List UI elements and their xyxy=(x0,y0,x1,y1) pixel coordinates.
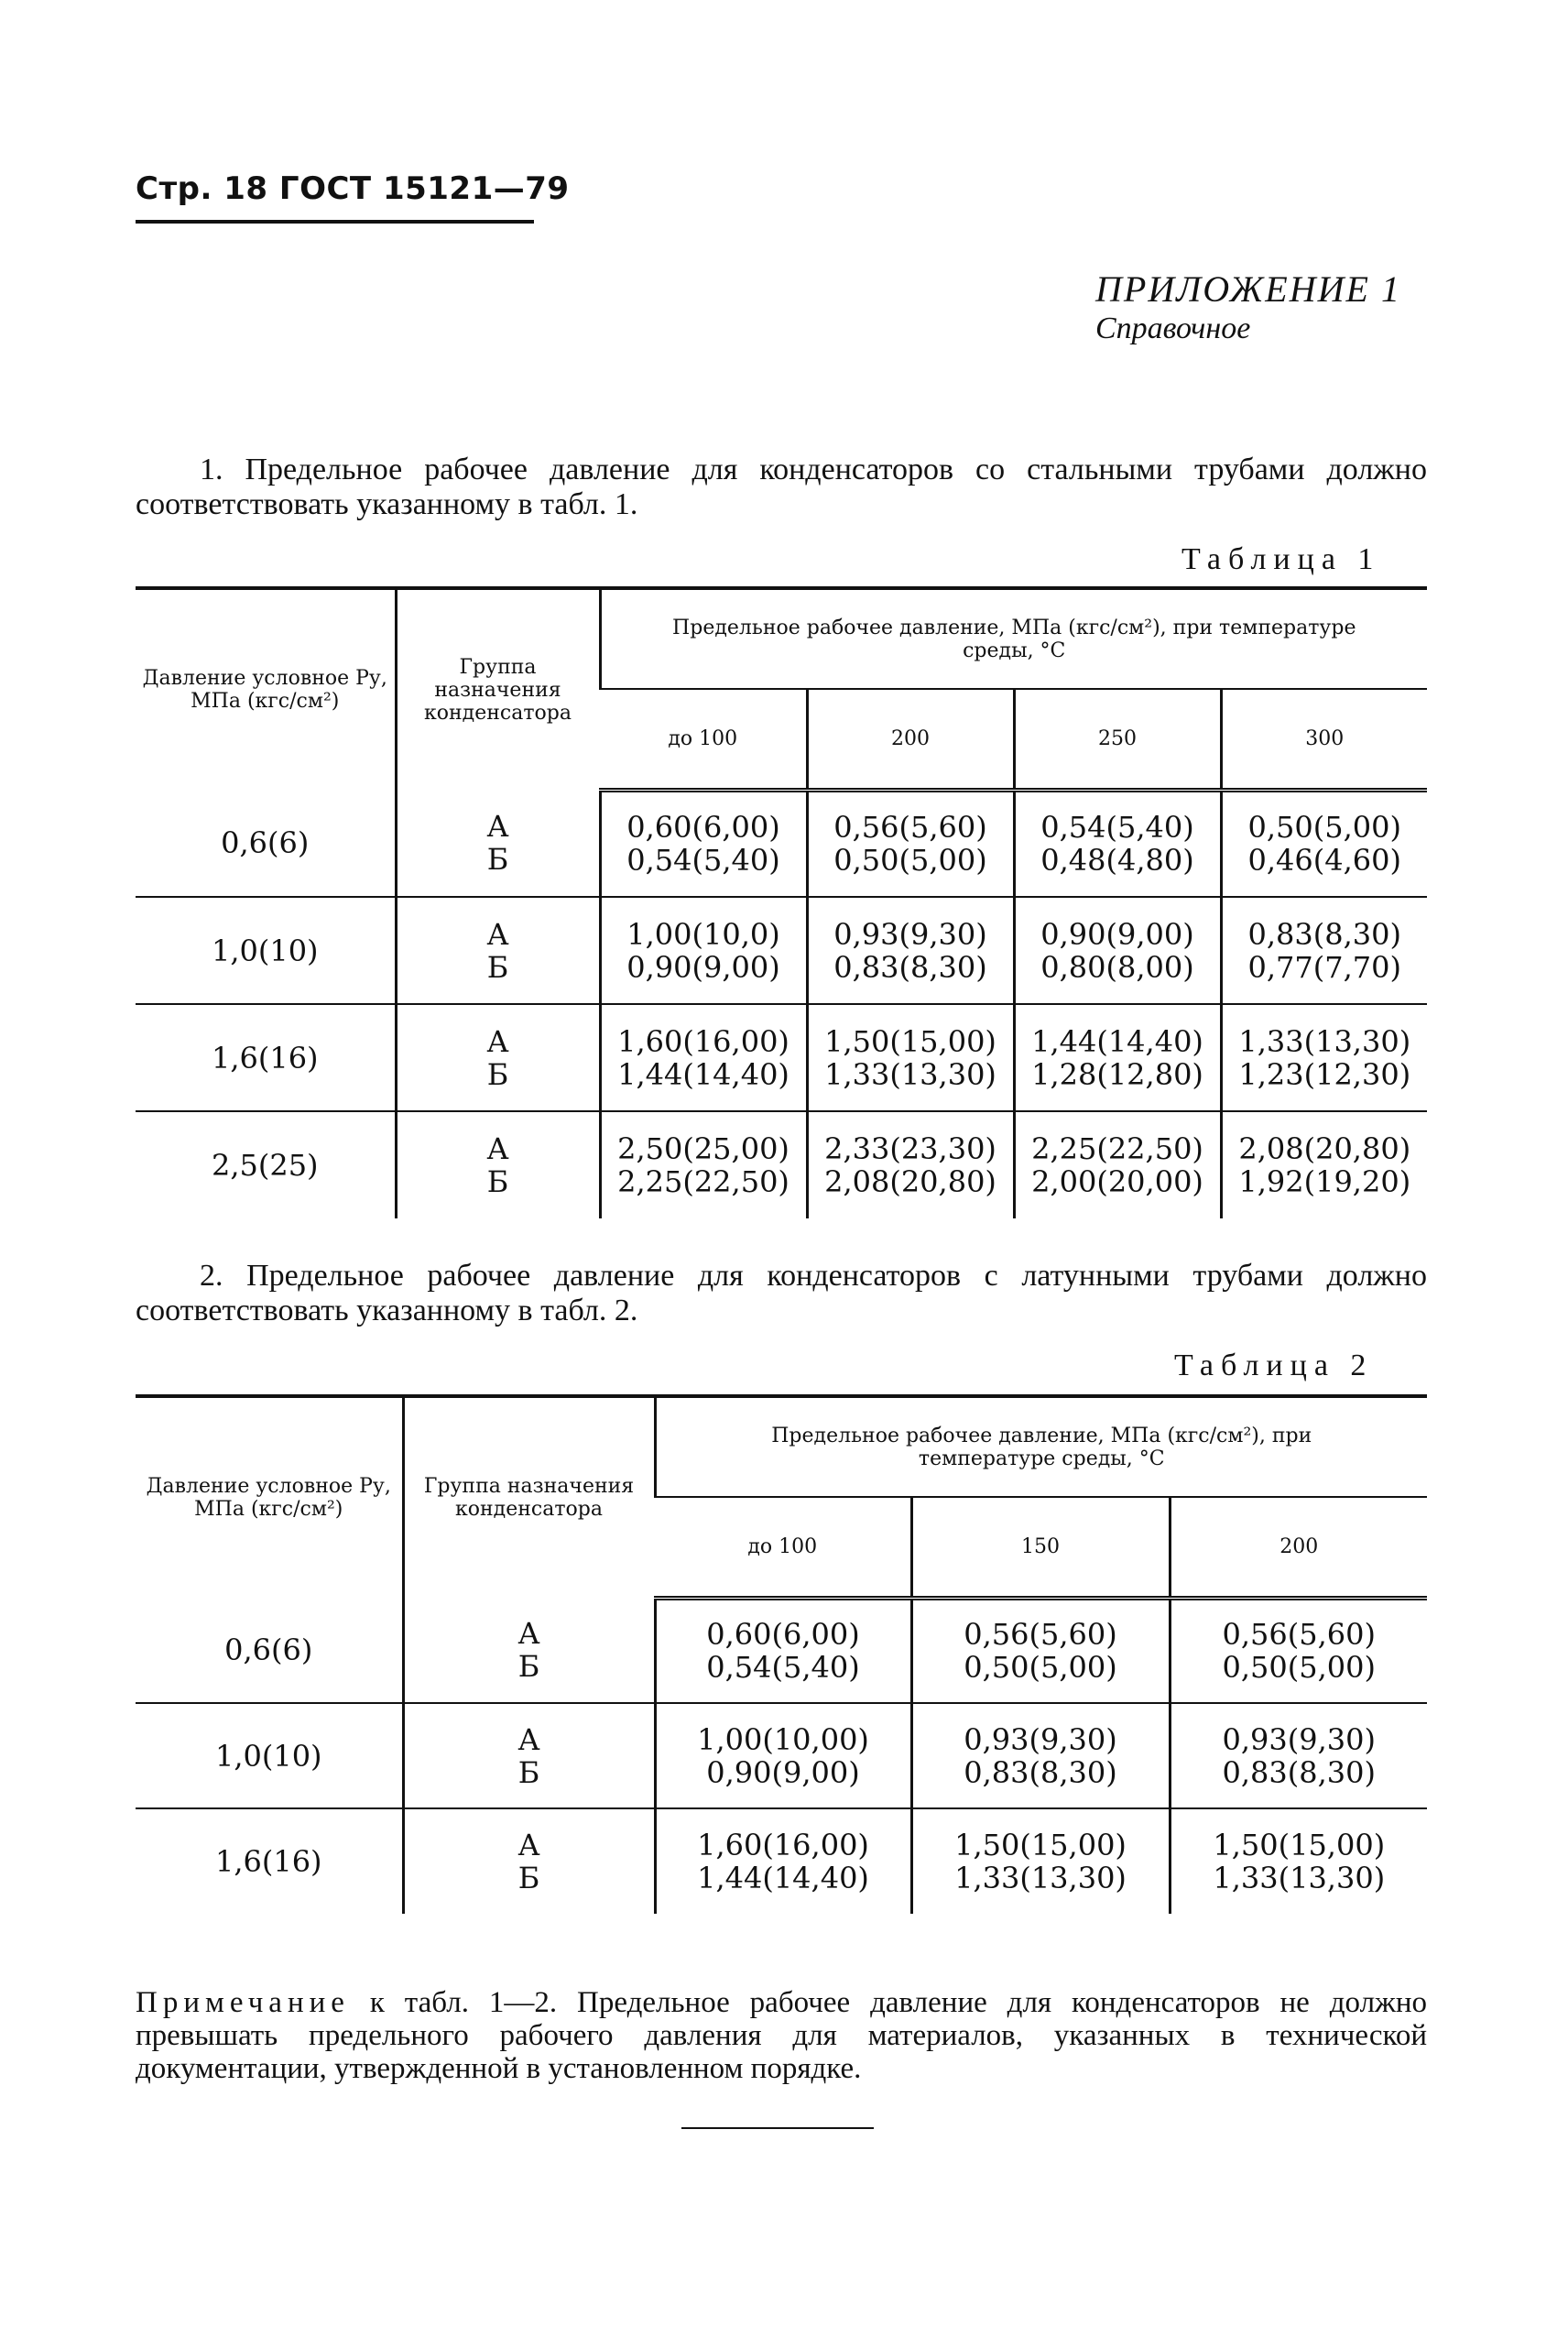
value-line: 0,50(5,00) xyxy=(833,843,987,879)
value-cell xyxy=(1014,790,1221,897)
group-cell xyxy=(403,1703,655,1808)
group-label: Б xyxy=(517,1861,540,1895)
value-cell xyxy=(807,1111,1014,1218)
page-header: Стр. 18 ГОСТ 15121—79 xyxy=(136,170,570,207)
value-line: 0,54(5,40) xyxy=(706,1650,860,1686)
group-label: Б xyxy=(486,1164,509,1199)
value-cell xyxy=(1221,1004,1427,1111)
value-line: 0,83(8,30) xyxy=(1222,1754,1376,1790)
group-label: Б xyxy=(486,842,509,877)
value-line: 1,50(15,00) xyxy=(1213,1828,1386,1862)
value-line: 2,50(25,00) xyxy=(617,1131,789,1166)
value-line: 1,33(13,30) xyxy=(824,1056,996,1092)
value-line: 1,44(14,40) xyxy=(617,1056,789,1092)
value-line: 1,00(10,0) xyxy=(626,916,780,952)
group-label: Б xyxy=(517,1649,540,1684)
value-cell xyxy=(911,1808,1170,1914)
group-label: А xyxy=(517,1616,540,1651)
value-line: 0,90(9,00) xyxy=(626,949,780,985)
value-cell xyxy=(911,1598,1170,1703)
group-cell xyxy=(403,1808,655,1914)
header-rule xyxy=(136,220,534,224)
value-line: 0,46(4,60) xyxy=(1247,843,1401,879)
note-lead: Примечание xyxy=(136,1986,350,2019)
pressure-cell: 2,5(25) xyxy=(136,1111,396,1218)
value-cell xyxy=(600,1004,807,1111)
value-line: 1,50(15,00) xyxy=(824,1023,996,1059)
value-line: 0,60(6,00) xyxy=(626,810,780,846)
table1-col-pressure: Давление условное Pу, МПа (кгс/см²) xyxy=(136,588,396,790)
pressure-cell: 0,6(6) xyxy=(221,825,310,860)
table1-col-limit: Предельное рабочее давление, МПа (кгс/см²), при температуре среды, °С xyxy=(600,588,1427,689)
paragraph-2: 2. Предельное рабочее давление для конденсаторов с латунными трубами должно соответствовать указанному в табл. 2. xyxy=(136,1259,1427,1327)
table-row xyxy=(136,1111,1427,1218)
value-cell xyxy=(911,1703,1170,1808)
table-row xyxy=(136,1703,1427,1808)
pressure-cell: 1,0(10) xyxy=(136,897,396,1004)
table1-col-group: Группа назначения конденсатора xyxy=(396,588,600,790)
value-line: 0,56(5,60) xyxy=(1222,1617,1376,1653)
value-line: 0,93(9,30) xyxy=(964,1721,1117,1757)
group-cell xyxy=(403,1598,655,1703)
value-line: 0,50(5,00) xyxy=(1222,1650,1376,1686)
value-line: 1,00(10,00) xyxy=(697,1721,869,1757)
value-cell xyxy=(807,790,1014,897)
table-row xyxy=(136,1004,1427,1111)
group-cell xyxy=(396,790,600,897)
value-line: 1,50(15,00) xyxy=(954,1828,1127,1862)
value-cell xyxy=(1221,790,1427,897)
pressure-cell: 1,0(10) xyxy=(136,1703,403,1808)
table2-caption: Таблица 2 xyxy=(1174,1349,1374,1382)
group-cell xyxy=(396,897,600,1004)
value-cell xyxy=(1170,1598,1427,1703)
pressure-cell: 1,6(16) xyxy=(136,1004,396,1111)
group-cell xyxy=(396,1111,600,1218)
value-line: 0,50(5,00) xyxy=(1247,810,1401,846)
table1-temp: до 100 xyxy=(600,689,807,790)
value-line: 0,56(5,60) xyxy=(833,810,987,846)
value-line: 2,08(20,80) xyxy=(824,1164,996,1199)
pressure-cell: 1,6(16) xyxy=(136,1808,403,1914)
value-line: 1,28(12,80) xyxy=(1031,1056,1203,1092)
value-line: 0,93(9,30) xyxy=(1222,1721,1376,1757)
value-line: 0,90(9,00) xyxy=(1040,916,1194,952)
group-label: Б xyxy=(517,1754,540,1790)
value-cell xyxy=(1221,897,1427,1004)
value-line: 1,60(16,00) xyxy=(697,1828,869,1862)
value-line: 2,25(22,50) xyxy=(1031,1131,1203,1166)
table-note xyxy=(136,1986,1427,2085)
value-cell xyxy=(600,1111,807,1218)
value-line: 1,92(19,20) xyxy=(1238,1164,1411,1199)
value-line: 0,54(5,40) xyxy=(1040,810,1194,846)
table-1 xyxy=(136,586,1427,1218)
value-line: 1,60(16,00) xyxy=(617,1023,789,1059)
table1-caption: Таблица 1 xyxy=(1181,542,1381,576)
table-row xyxy=(136,897,1427,1004)
paragraph-1: 1. Предельное рабочее давление для конденсаторов со стальными трубами должно соответствовать указанному в табл. 1. xyxy=(136,453,1427,521)
group-label: А xyxy=(517,1828,540,1862)
table2-col-group: Группа назначения конденсатора xyxy=(403,1396,655,1598)
value-line: 2,08(20,80) xyxy=(1238,1131,1411,1166)
group-label: А xyxy=(486,809,509,844)
value-line: 0,50(5,00) xyxy=(964,1650,1117,1686)
value-line: 1,23(12,30) xyxy=(1238,1056,1411,1092)
value-cell xyxy=(600,897,807,1004)
value-line: 1,33(13,30) xyxy=(954,1861,1127,1895)
appendix-subtitle: Справочное xyxy=(1095,311,1251,345)
table2-temp: 150 xyxy=(911,1497,1170,1598)
value-cell xyxy=(1170,1808,1427,1914)
table2-col-limit: Предельное рабочее давление, МПа (кгс/см²), при температуре среды, °С xyxy=(655,1396,1427,1497)
appendix-title: ПРИЛОЖЕНИЕ 1 xyxy=(1095,268,1401,310)
group-label: А xyxy=(517,1721,540,1757)
group-label: А xyxy=(486,1131,509,1166)
value-cell xyxy=(1014,1004,1221,1111)
pressure-cell: 0,6(6) xyxy=(224,1633,313,1667)
value-cell xyxy=(1170,1703,1427,1808)
value-line: 1,33(13,30) xyxy=(1238,1023,1411,1059)
group-label: А xyxy=(486,1023,509,1059)
value-line: 0,83(8,30) xyxy=(964,1754,1117,1790)
value-cell xyxy=(655,1808,911,1914)
value-line: 2,00(20,00) xyxy=(1031,1164,1203,1199)
table2-temp: 200 xyxy=(1170,1497,1427,1598)
table-row xyxy=(136,790,1427,897)
table2-temp: до 100 xyxy=(655,1497,911,1598)
value-cell xyxy=(655,1703,911,1808)
value-cell xyxy=(807,1004,1014,1111)
value-line: 0,56(5,60) xyxy=(964,1617,1117,1653)
group-label: Б xyxy=(486,949,509,985)
value-line: 0,54(5,40) xyxy=(626,843,780,879)
end-rule xyxy=(681,2127,874,2129)
value-cell xyxy=(1014,1111,1221,1218)
value-line: 0,83(8,30) xyxy=(1247,916,1401,952)
value-line: 2,25(22,50) xyxy=(617,1164,789,1199)
value-cell xyxy=(655,1598,911,1703)
value-line: 1,44(14,40) xyxy=(697,1861,869,1895)
group-cell xyxy=(396,1004,600,1111)
group-label: А xyxy=(486,916,509,952)
value-line: 0,90(9,00) xyxy=(706,1754,860,1790)
value-line: 2,33(23,30) xyxy=(824,1131,996,1166)
table1-temp: 300 xyxy=(1221,689,1427,790)
table-row xyxy=(136,1598,1427,1703)
value-line: 0,77(7,70) xyxy=(1247,949,1401,985)
value-line: 0,93(9,30) xyxy=(833,916,987,952)
table2-col-pressure: Давление условное Pу, МПа (кгс/см²) xyxy=(136,1396,403,1598)
value-line: 0,60(6,00) xyxy=(706,1617,860,1653)
value-line: 1,33(13,30) xyxy=(1213,1861,1386,1895)
table-2 xyxy=(136,1394,1427,1914)
value-cell xyxy=(1014,897,1221,1004)
value-cell xyxy=(600,790,807,897)
table1-temp: 250 xyxy=(1014,689,1221,790)
table-row xyxy=(136,1808,1427,1914)
group-label: Б xyxy=(486,1056,509,1092)
value-line: 0,80(8,00) xyxy=(1040,949,1194,985)
value-cell xyxy=(807,897,1014,1004)
note-text: к табл. 1—2. Предельное рабочее давление для конденсаторов не должно превышать предельного рабочего давления для материалов, указанных в технической документации, утвержденной в установленном порядке. xyxy=(136,1986,1427,2085)
value-line: 0,48(4,80) xyxy=(1040,843,1194,879)
value-line: 0,83(8,30) xyxy=(833,949,987,985)
value-cell xyxy=(1221,1111,1427,1218)
value-line: 1,44(14,40) xyxy=(1031,1023,1203,1059)
table1-temp: 200 xyxy=(807,689,1014,790)
